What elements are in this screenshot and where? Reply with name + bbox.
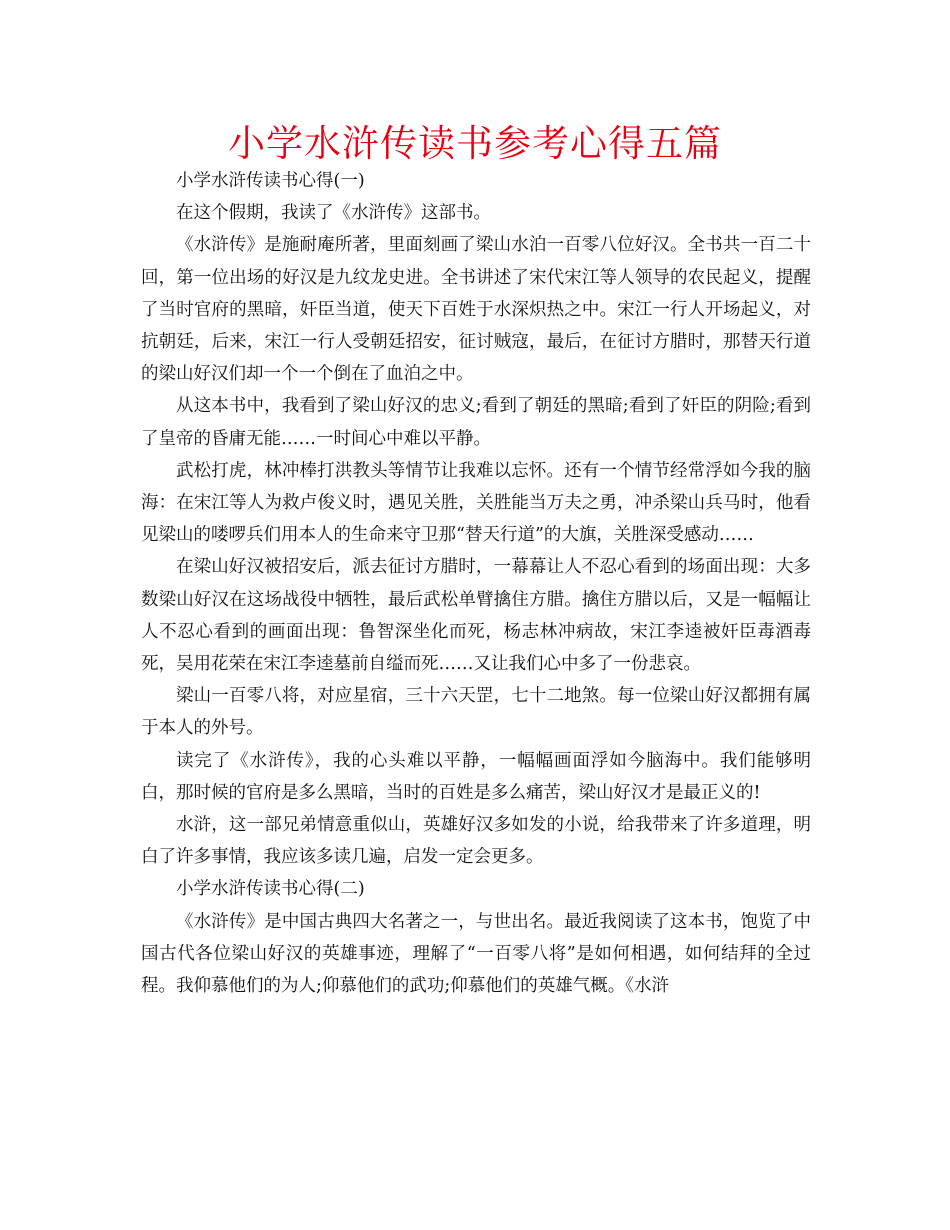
paragraph: 《水浒传》是中国古典四大名著之一，与世出名。最近我阅读了这本书，饱览了中国古代各位梁山好汉的英雄事迹，理解了“一百零八将”是如何相遇，如何结拜的全过程。我仰慕他们的为人;仰慕他们的武功;仰慕他们的英雄气概。《水浒 [141,911,811,997]
section-heading-1: 小学水浒传读书心得(一) [176,171,365,191]
document-body [141,165,811,1002]
paragraph: 水浒，这一部兄弟情意重似山，英雄好汉多如发的小说，给我带来了许多道理，明白了许多事情，我应该多读几遍，启发一定会更多。 [141,815,811,868]
paragraph: 梁山一百零八将，对应星宿，三十六天罡，七十二地煞。每一位梁山好汉都拥有属于本人的外号。 [141,686,811,739]
paragraph: 《水浒传》是施耐庵所著，里面刻画了梁山水泊一百零八位好汉。全书共一百二十回，第一位出场的好汉是九纹龙史进。全书讲述了宋代宋江等人领导的农民起义，提醒了当时官府的黑暗，奸臣当道，使天下百姓于水深炽热之中。宋江一行人开场起义，对抗朝廷，后来，宋江一行人受朝廷招安，征讨贼寇，最后，在征讨方腊时，那替天行道的梁山好汉们却一个一个倒在了血泊之中。 [141,235,811,385]
paragraph: 读完了《水浒传》，我的心头难以平静，一幅幅画面浮如今脑海中。我们能够明白，那时候的官府是多么黑暗，当时的百姓是多么痛苦，梁山好汉才是最正义的! [141,750,811,803]
paragraph: 武松打虎，林冲棒打洪教头等情节让我难以忘怀。还有一个情节经常浮如今我的脑海：在宋江等人为救卢俊义时，遇见关胜，关胜能当万夫之勇，冲杀梁山兵马时，他看见梁山的喽啰兵们用本人的生命来守卫那“替天行道”的大旗，关胜深受感动…… [141,460,811,546]
paragraph: 在梁山好汉被招安后，派去征讨方腊时，一幕幕让人不忍心看到的场面出现：大多数梁山好汉在这场战役中牺牲，最后武松单臂擒住方腊。擒住方腊以后，又是一幅幅让人不忍心看到的画面出现：鲁智深坐化而死，杨志林冲病故，宋江李逵被奸臣毒酒毒死，吴用花荣在宋江李逵墓前自缢而死……又让我们心中多了一份悲哀。 [141,557,811,675]
section-heading-2: 小学水浒传读书心得(二) [176,879,365,900]
paragraph: 从这本书中，我看到了梁山好汉的忠义;看到了朝廷的黑暗;看到了奸臣的阴险;看到了皇帝的昏庸无能……一时间心中难以平静。 [141,396,811,449]
paragraph: 在这个假期，我读了《水浒传》这部书。 [176,203,491,224]
document-title: 小学水浒传读书参考心得五篇 [228,122,722,165]
